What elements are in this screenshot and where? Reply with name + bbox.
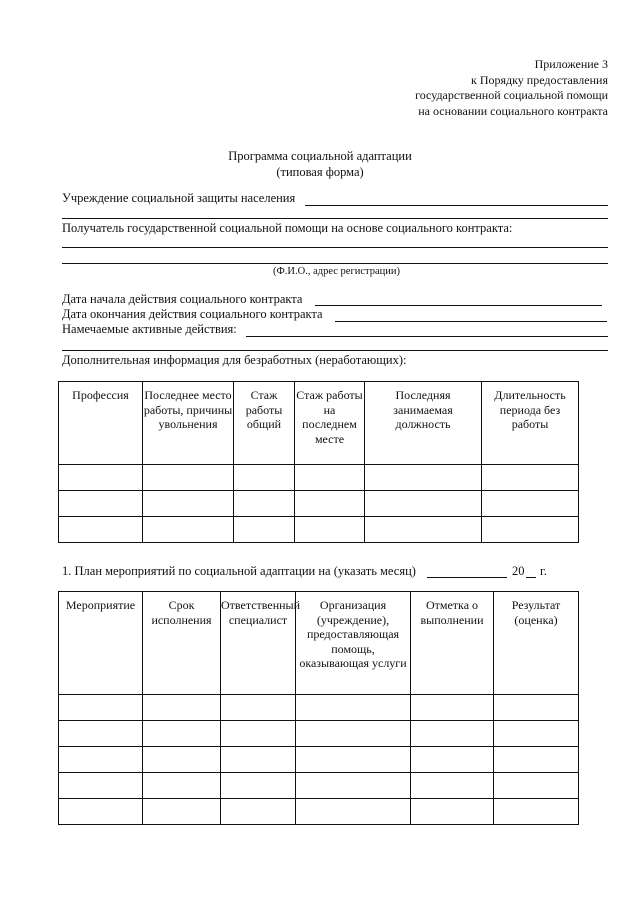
- table-cell[interactable]: [295, 465, 365, 491]
- planned-actions-label: Намечаемые активные действия:: [62, 322, 237, 336]
- table-cell[interactable]: [295, 517, 365, 543]
- institution-field[interactable]: [305, 205, 608, 206]
- col-header-result: Результат (оценка): [494, 592, 579, 695]
- table-cell[interactable]: [296, 799, 411, 825]
- table-cell[interactable]: [221, 695, 296, 721]
- table-cell[interactable]: [411, 799, 494, 825]
- col-header-activity: Мероприятие: [59, 592, 143, 695]
- table-cell[interactable]: [365, 465, 482, 491]
- table-row: [59, 695, 579, 721]
- recipient-field-line2[interactable]: [62, 263, 608, 264]
- table-cell[interactable]: [59, 517, 143, 543]
- table-cell[interactable]: [234, 465, 295, 491]
- appendix-line: государственной социальной помощи: [415, 88, 608, 102]
- table-cell[interactable]: [143, 491, 234, 517]
- table-cell[interactable]: [221, 747, 296, 773]
- plan-month-field[interactable]: [427, 577, 507, 578]
- table-cell[interactable]: [143, 695, 221, 721]
- table-cell[interactable]: [482, 491, 579, 517]
- plan-year-field[interactable]: [526, 577, 536, 578]
- col-header-completion-mark: Отметка о выполнении: [411, 592, 494, 695]
- table-cell[interactable]: [234, 491, 295, 517]
- appendix-line: к Порядку предоставления: [470, 72, 608, 87]
- table-cell[interactable]: [59, 721, 143, 747]
- activity-plan-table: [58, 591, 579, 825]
- institution-field-line2[interactable]: [62, 218, 608, 219]
- form-title-sub: (типовая форма): [276, 165, 364, 179]
- table-cell[interactable]: [411, 747, 494, 773]
- table-cell[interactable]: [365, 491, 482, 517]
- table-cell[interactable]: [494, 773, 579, 799]
- col-header-responsible: Ответственный специалист: [221, 592, 296, 695]
- table-cell[interactable]: [143, 747, 221, 773]
- start-date-label: Дата начала действия социального контракта: [62, 292, 303, 306]
- table-cell[interactable]: [143, 799, 221, 825]
- appendix-header: [348, 57, 608, 119]
- table-cell[interactable]: [143, 721, 221, 747]
- table-header-row: [59, 382, 579, 465]
- col-header-profession: Профессия: [59, 382, 143, 465]
- table-cell[interactable]: [296, 721, 411, 747]
- recipient-label: Получатель государственной социальной помощи на основе социального контракта:: [62, 221, 513, 235]
- col-header-total-experience: Стаж работы общий: [234, 382, 295, 465]
- table-cell[interactable]: [411, 721, 494, 747]
- planned-actions-field[interactable]: [246, 336, 608, 337]
- table-cell[interactable]: [494, 799, 579, 825]
- table-row: [59, 721, 579, 747]
- table-cell[interactable]: [296, 747, 411, 773]
- table-cell[interactable]: [494, 747, 579, 773]
- institution-label: Учреждение социальной защиты населения: [62, 191, 296, 205]
- table-cell[interactable]: [494, 721, 579, 747]
- recipient-caption: (Ф.И.О., адрес регистрации): [273, 266, 401, 277]
- table-cell[interactable]: [234, 517, 295, 543]
- table-row: [59, 747, 579, 773]
- table-cell[interactable]: [221, 773, 296, 799]
- appendix-line: на основании социального контракта: [418, 103, 608, 118]
- table-cell[interactable]: [296, 773, 411, 799]
- table-cell[interactable]: [59, 465, 143, 491]
- appendix-line: Приложение 3: [534, 57, 608, 71]
- table-cell[interactable]: [411, 773, 494, 799]
- table-cell[interactable]: [365, 517, 482, 543]
- form-title: [0, 148, 640, 180]
- table-cell[interactable]: [59, 747, 143, 773]
- table-cell[interactable]: [143, 465, 234, 491]
- plan-year-suffix: г.: [540, 564, 547, 578]
- table-cell[interactable]: [59, 773, 143, 799]
- form-title-main: Программа социальной адаптации: [228, 149, 412, 163]
- table-row: [59, 799, 579, 825]
- col-header-unemployment-period: Длительность периода без работы: [482, 382, 579, 465]
- table-cell[interactable]: [494, 695, 579, 721]
- col-header-last-workplace: Последнее место работы, причины увольнения: [143, 382, 234, 465]
- table-row: [59, 517, 579, 543]
- table-cell[interactable]: [59, 695, 143, 721]
- table-cell[interactable]: [482, 517, 579, 543]
- table-cell[interactable]: [482, 465, 579, 491]
- end-date-label: Дата окончания действия социального контракта: [62, 307, 323, 321]
- plan-year-prefix: 20: [512, 564, 525, 578]
- table-cell[interactable]: [59, 491, 143, 517]
- table-cell[interactable]: [143, 773, 221, 799]
- planned-actions-field-line2[interactable]: [62, 350, 608, 351]
- table-row: [59, 465, 579, 491]
- plan-heading: 1. План мероприятий по социальной адаптации на (указать месяц): [62, 564, 416, 578]
- recipient-field[interactable]: [62, 247, 608, 248]
- col-header-last-experience: Стаж работы на последнем месте: [295, 382, 365, 465]
- table-cell[interactable]: [221, 721, 296, 747]
- table-row: [59, 773, 579, 799]
- table-cell[interactable]: [221, 799, 296, 825]
- start-date-field[interactable]: [315, 305, 602, 306]
- employment-history-table: [58, 381, 579, 543]
- table-cell[interactable]: [296, 695, 411, 721]
- col-header-last-position: Последняя занимаемая должность: [365, 382, 482, 465]
- col-header-organization: Организация (учреждение), предоставляющая помощь, оказывающая услуги: [296, 592, 411, 695]
- table-header-row: [59, 592, 579, 695]
- end-date-field[interactable]: [335, 321, 607, 322]
- table-cell[interactable]: [295, 491, 365, 517]
- table-cell[interactable]: [411, 695, 494, 721]
- col-header-deadline: Срок исполнения: [143, 592, 221, 695]
- additional-info-label: Дополнительная информация для безработных (неработающих):: [62, 353, 407, 367]
- table-cell[interactable]: [59, 799, 143, 825]
- table-cell[interactable]: [143, 517, 234, 543]
- table-row: [59, 491, 579, 517]
